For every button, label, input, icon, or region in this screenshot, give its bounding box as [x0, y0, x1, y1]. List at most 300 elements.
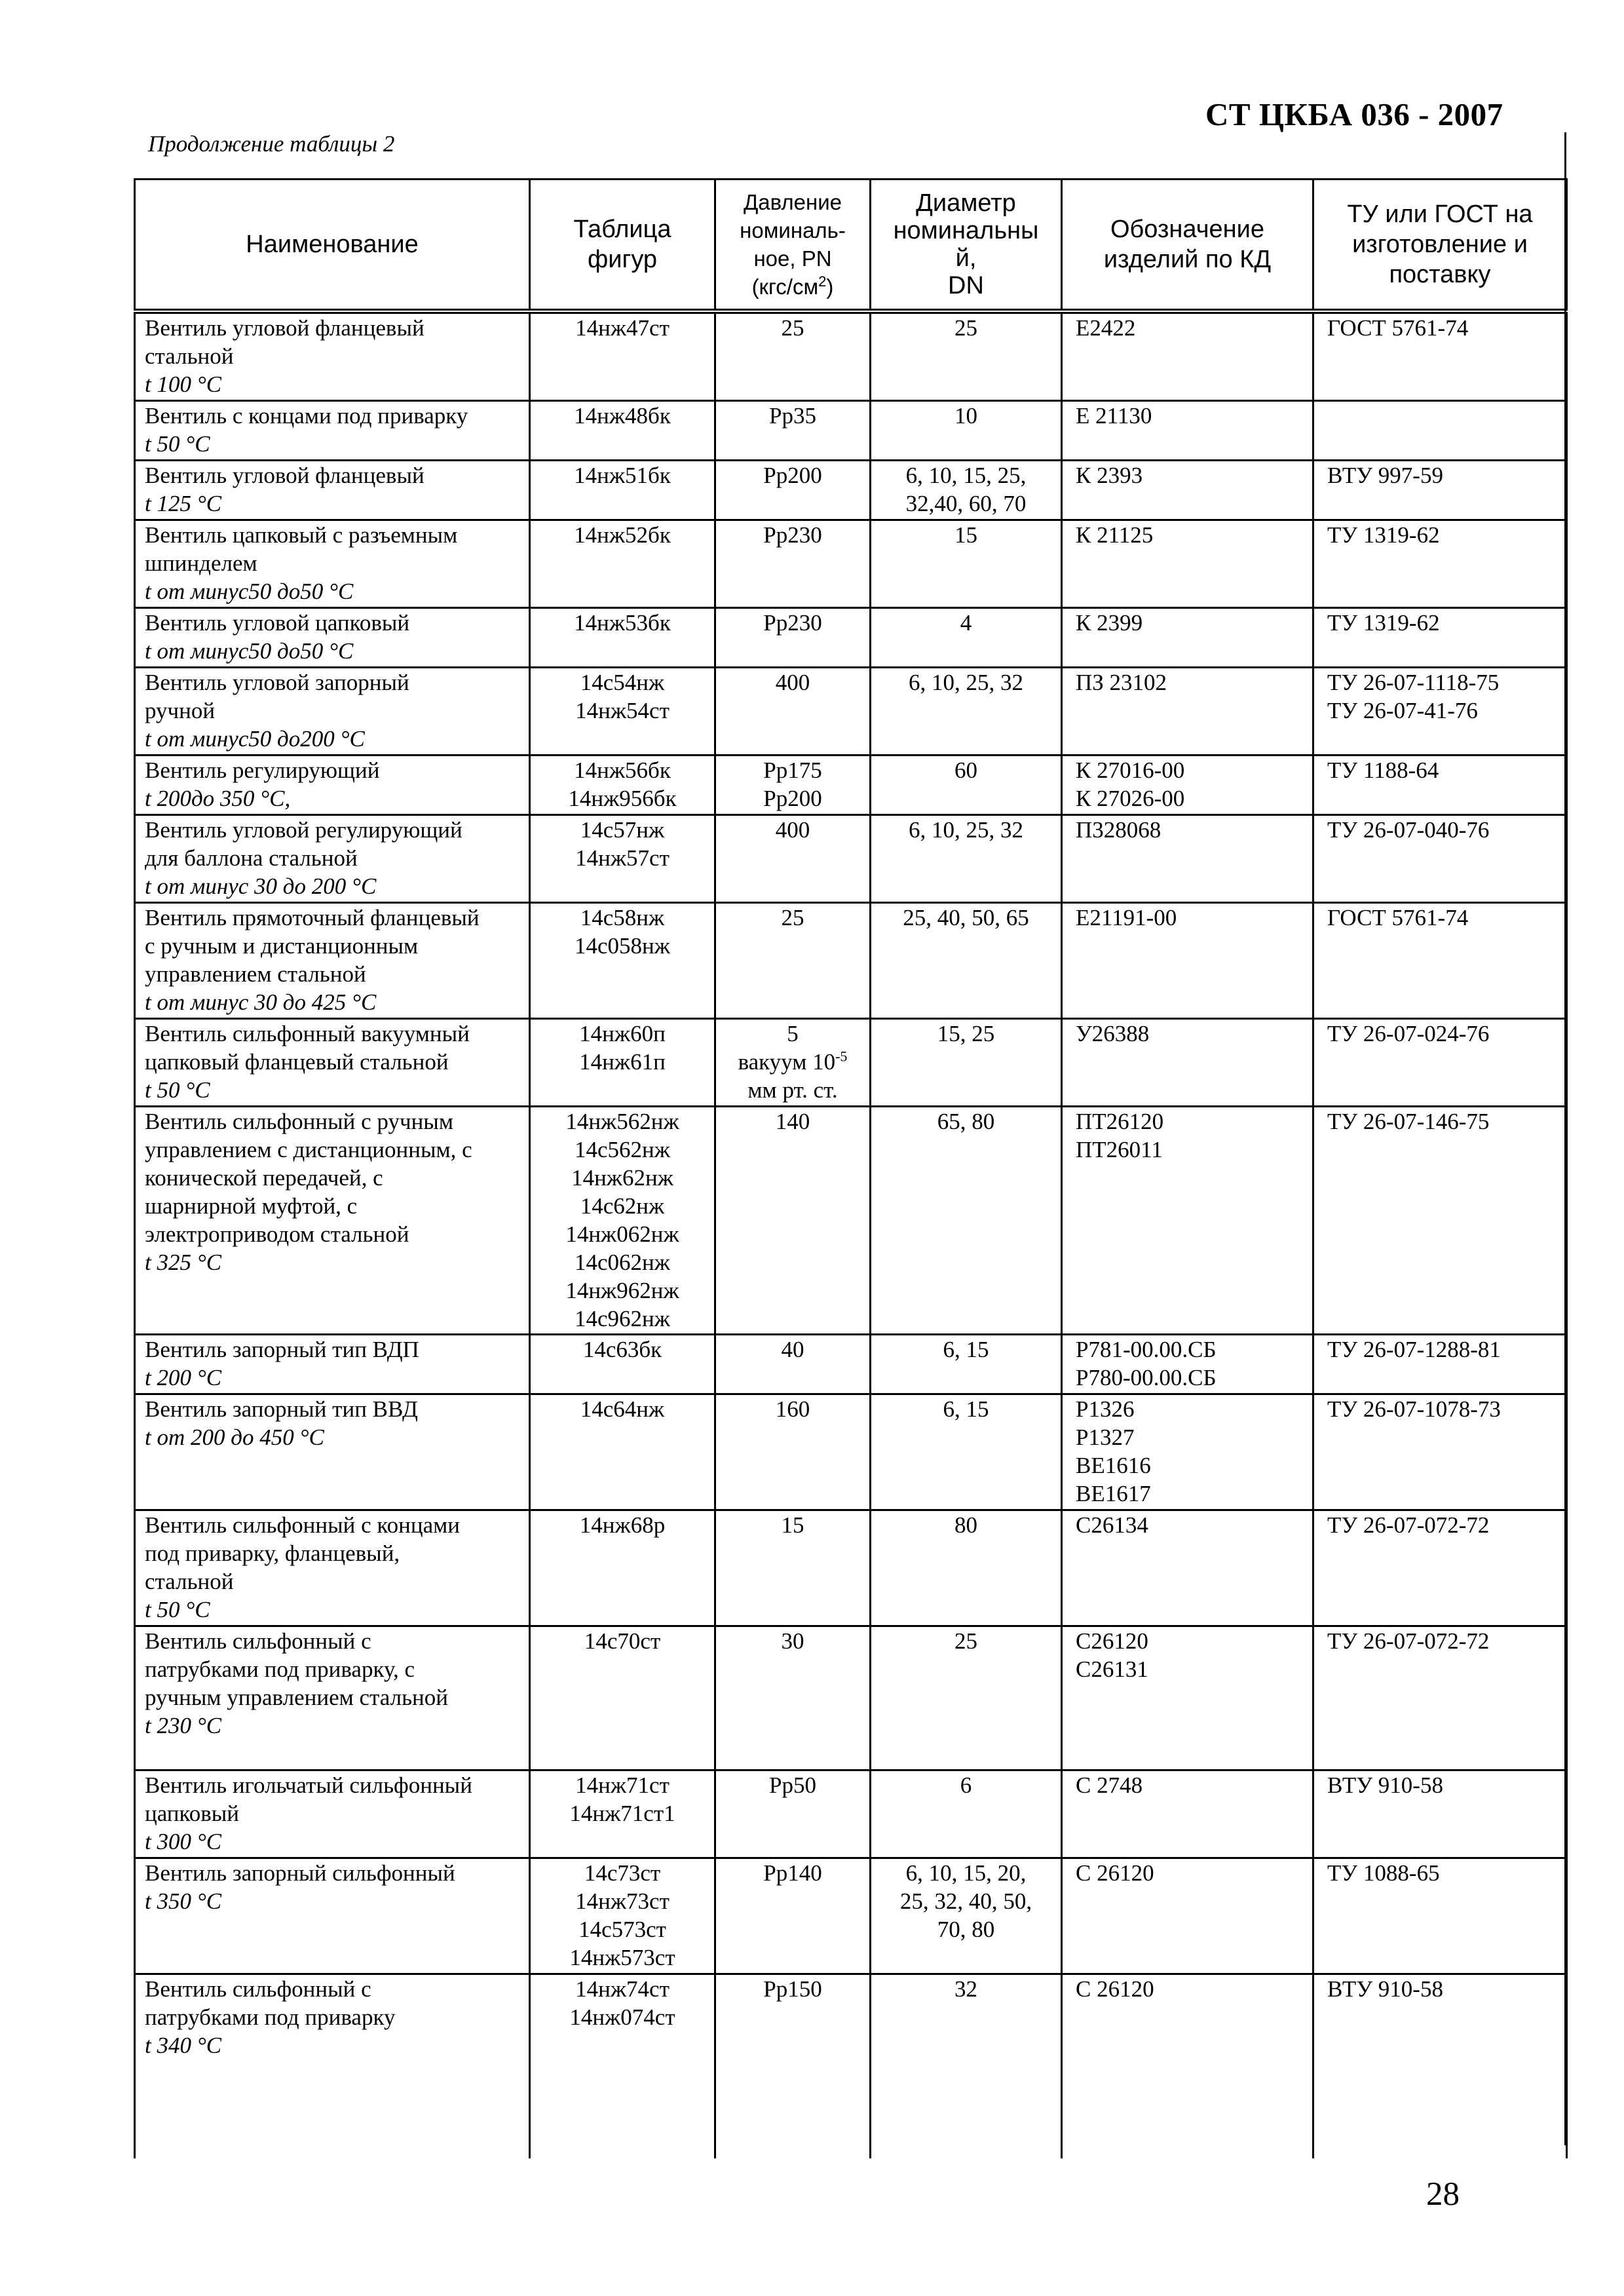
cell-figure — [530, 1770, 715, 1858]
cell-designation — [1062, 608, 1313, 668]
cell-line: шарнирной муфтой, с — [145, 1193, 358, 1219]
cell-line: 40 — [781, 1337, 804, 1362]
cell-line: ВЕ1616 — [1076, 1453, 1151, 1478]
cell-line: П328068 — [1076, 817, 1161, 843]
cell-line: Р780-00.00.СБ — [1076, 1365, 1217, 1390]
cell-pressure — [715, 1335, 871, 1394]
table-row — [135, 461, 1567, 520]
cell-standard — [1313, 1394, 1567, 1510]
cell-line: Вентиль прямоточный фланцевый — [145, 905, 480, 930]
cell-line: Вентиль регулирующий — [145, 757, 380, 783]
cell-figure — [530, 1394, 715, 1510]
valve-table — [134, 178, 1568, 2158]
cell-temperature: t от 200 до 450 °C — [145, 1425, 324, 1450]
cell-line: 14с64нж — [580, 1396, 665, 1422]
cell-pressure — [715, 608, 871, 668]
cell-line: 14с57нж — [580, 817, 665, 843]
cell-line: ТУ 26-07-1078-73 — [1327, 1396, 1501, 1422]
cell-designation — [1062, 461, 1313, 520]
cell-line: Е 21130 — [1076, 403, 1152, 429]
cell-pressure — [715, 1510, 871, 1626]
cell-diameter — [871, 756, 1062, 815]
cell-line: 400 — [775, 670, 810, 695]
cell-diameter — [871, 1510, 1062, 1626]
cell-line: 14нж68р — [579, 1512, 666, 1538]
cell-designation — [1062, 668, 1313, 756]
cell-line: 14нж062нж — [565, 1221, 679, 1247]
cell-diameter — [871, 903, 1062, 1019]
cell-standard — [1313, 756, 1567, 815]
cell-line: стальной — [145, 1569, 234, 1594]
cell-line: 14нж48бк — [574, 403, 671, 429]
cell-line: С26134 — [1076, 1512, 1148, 1538]
cell-designation — [1062, 903, 1313, 1019]
cell-temperature: t 125 °C — [145, 491, 222, 516]
cell-line: 14нж74ст — [575, 1976, 670, 2002]
cell-designation — [1062, 1510, 1313, 1626]
cell-designation — [1062, 1335, 1313, 1394]
cell-designation — [1062, 401, 1313, 461]
cell-line: ТУ 26-07-072-72 — [1327, 1628, 1490, 1654]
cell-temperature: t от минус 30 до 425 °C — [145, 989, 377, 1015]
cell-pressure — [715, 1974, 871, 2159]
column-header-diameter: Диаметр номинальны й, DN — [871, 180, 1062, 312]
cell-designation — [1062, 311, 1313, 401]
column-header-pressure: Давление номиналь- ное, PN $(кгс/см^2)$ — [715, 180, 871, 312]
cell-line: 4 — [960, 610, 972, 636]
table-header-row — [135, 180, 1567, 312]
cell-line: ТУ 1319-62 — [1327, 522, 1440, 548]
cell-line: 14с54нж — [580, 670, 665, 695]
table-row — [135, 1510, 1567, 1626]
cell-line: ТУ 1188-64 — [1327, 757, 1439, 783]
cell-line: конической передачей, с — [145, 1165, 383, 1191]
cell-line: 14с562нж — [575, 1137, 670, 1162]
cell-line: ТУ 26-07-024-76 — [1327, 1021, 1490, 1046]
cell-figure — [530, 520, 715, 608]
cell-line: 25, 32, 40, 50, — [899, 1888, 1032, 1914]
cell-line: Рр35 — [769, 403, 816, 429]
cell-figure — [530, 756, 715, 815]
cell-line: 30 — [781, 1628, 804, 1654]
cell-line: 6, 15 — [943, 1396, 989, 1422]
cell-line: 60 — [954, 757, 977, 783]
table-row — [135, 401, 1567, 461]
cell-temperature: t 300 °C — [145, 1829, 222, 1854]
cell-pressure — [715, 1107, 871, 1335]
cell-diameter — [871, 815, 1062, 903]
cell-line: Вентиль сильфонный с — [145, 1628, 371, 1654]
cell-temperature: t 50 °C — [145, 431, 210, 457]
cell-figure — [530, 1974, 715, 2159]
cell-temperature: t 325 °C — [145, 1250, 222, 1275]
cell-line: К 21125 — [1076, 522, 1154, 548]
cell-line: Рр200 — [763, 463, 822, 488]
cell-line: ВТУ 910-58 — [1327, 1772, 1443, 1798]
cell-line: 14нж71ст1 — [569, 1801, 675, 1826]
cell-line: 6 — [960, 1772, 972, 1798]
table-row — [135, 1394, 1567, 1510]
cell-line: 14нж52бк — [574, 522, 671, 548]
cell-pressure — [715, 1858, 871, 1974]
cell-line: 14нж73ст — [575, 1888, 670, 1914]
table-row — [135, 815, 1567, 903]
table-row — [135, 311, 1567, 401]
cell-line: под приварку, фланцевый, — [145, 1540, 400, 1566]
table-row — [135, 1335, 1567, 1394]
cell-line: К 2399 — [1076, 610, 1143, 636]
cell-line: 14нж71ст — [575, 1772, 670, 1798]
cell-line: 6, 10, 15, 25, — [905, 463, 1027, 488]
cell-designation — [1062, 1107, 1313, 1335]
cell-line: 15 — [781, 1512, 804, 1538]
table-row — [135, 1858, 1567, 1974]
cell-name — [135, 903, 530, 1019]
cell-line: 25 — [954, 315, 977, 341]
cell-line: 25 — [781, 905, 804, 930]
cell-line: 25, 40, 50, 65 — [903, 905, 1029, 930]
cell-line: 80 — [954, 1512, 977, 1538]
cell-line: Рр150 — [763, 1976, 822, 2002]
cell-diameter — [871, 1335, 1062, 1394]
cell-standard — [1313, 1019, 1567, 1107]
cell-line: 70, 80 — [937, 1917, 995, 1942]
cell-line: ПТ26011 — [1076, 1137, 1163, 1162]
cell-designation — [1062, 1019, 1313, 1107]
cell-temperature: t 230 °C — [145, 1713, 222, 1738]
cell-standard — [1313, 1510, 1567, 1626]
cell-line: ТУ 26-07-1118-75 — [1327, 670, 1500, 695]
cell-line: Вентиль с концами под приварку — [145, 403, 468, 429]
cell-line: 140 — [775, 1109, 810, 1134]
cell-line: 14с70ст — [584, 1628, 661, 1654]
table-row — [135, 520, 1567, 608]
cell-line: 160 — [775, 1396, 810, 1422]
cell-name — [135, 520, 530, 608]
cell-line: ТУ 26-07-1288-81 — [1327, 1337, 1501, 1362]
cell-line: 14с573ст — [578, 1917, 666, 1942]
table-row — [135, 1974, 1567, 2159]
cell-name — [135, 1019, 530, 1107]
cell-designation — [1062, 1626, 1313, 1770]
cell-pressure — [715, 461, 871, 520]
cell-line: К 27016-00 — [1076, 757, 1185, 783]
cell-line: Р1327 — [1076, 1425, 1135, 1450]
cell-line: Вентиль угловой фланцевый — [145, 315, 425, 341]
cell-line: 14нж51бк — [574, 463, 671, 488]
cell-line: шпинделем — [145, 550, 257, 576]
table-row — [135, 1019, 1567, 1107]
cell-standard — [1313, 903, 1567, 1019]
cell-line: С 26120 — [1076, 1976, 1154, 2002]
cell-line: 14с58нж — [580, 905, 665, 930]
cell-standard — [1313, 668, 1567, 756]
cell-figure — [530, 608, 715, 668]
cell-designation — [1062, 815, 1313, 903]
cell-designation — [1062, 1394, 1313, 1510]
cell-pressure — [715, 756, 871, 815]
cell-name — [135, 1770, 530, 1858]
cell-vacuum-unit: мм рт. ст. — [747, 1077, 838, 1103]
cell-line: Е21191-00 — [1076, 905, 1177, 930]
cell-diameter — [871, 1107, 1062, 1335]
cell-line: С26120 — [1076, 1628, 1148, 1654]
cell-name — [135, 1858, 530, 1974]
cell-line: 14нж53бк — [574, 610, 671, 636]
cell-figure — [530, 668, 715, 756]
cell-line: 32,40, 60, 70 — [905, 491, 1027, 516]
cell-standard — [1313, 1335, 1567, 1394]
cell-line: ВТУ 997-59 — [1327, 463, 1443, 488]
cell-line: Вентиль игольчатый сильфонный — [145, 1772, 472, 1798]
cell-figure — [530, 1510, 715, 1626]
cell-line: Рр230 — [763, 522, 822, 548]
cell-vacuum: вакуум $10^{-5}$ — [738, 1048, 848, 1075]
cell-line: 15 — [954, 522, 977, 548]
cell-line: ТУ 1319-62 — [1327, 610, 1440, 636]
cell-name — [135, 1335, 530, 1394]
cell-line: Вентиль запорный сильфонный — [145, 1860, 455, 1886]
cell-line: 14с73ст — [584, 1860, 661, 1886]
cell-pressure — [715, 1626, 871, 1770]
cell-pressure — [715, 1019, 871, 1107]
cell-designation — [1062, 1770, 1313, 1858]
table-body — [135, 311, 1567, 2158]
cell-line: Вентиль угловой регулирующий — [145, 817, 463, 843]
cell-line: Рр140 — [763, 1860, 822, 1886]
cell-line: ГОСТ 5761-74 — [1327, 905, 1469, 930]
cell-line: 14с058нж — [575, 933, 670, 959]
cell-designation — [1062, 756, 1313, 815]
cell-pressure — [715, 401, 871, 461]
cell-figure — [530, 401, 715, 461]
cell-line: патрубками под приварку, с — [145, 1656, 415, 1682]
cell-line: 14нж56бк — [574, 757, 671, 783]
column-header-designation: Обозначение изделий по КД — [1062, 180, 1313, 312]
cell-designation — [1062, 1858, 1313, 1974]
cell-line: управлением стальной — [145, 961, 366, 987]
cell-name — [135, 1510, 530, 1626]
cell-line: 14с062нж — [575, 1250, 670, 1275]
cell-line: 14с962нж — [575, 1306, 670, 1331]
table-row — [135, 756, 1567, 815]
table-row — [135, 1626, 1567, 1770]
cell-line: 14нж074ст — [569, 2004, 675, 2030]
cell-line: 14с62нж — [580, 1193, 665, 1219]
cell-line: Вентиль сильфонный вакуумный — [145, 1021, 470, 1046]
cell-name — [135, 1107, 530, 1335]
cell-standard — [1313, 1107, 1567, 1335]
cell-figure — [530, 1858, 715, 1974]
cell-line: Вентиль сильфонный с — [145, 1976, 371, 2002]
cell-line: Вентиль запорный тип ВДП — [145, 1337, 419, 1362]
cell-line: Рр230 — [763, 610, 822, 636]
column-header-name: Наименование — [135, 180, 530, 312]
cell-line: С 26120 — [1076, 1860, 1154, 1886]
cell-figure — [530, 1107, 715, 1335]
cell-line: 65, 80 — [937, 1109, 995, 1134]
cell-line: ВТУ 910-58 — [1327, 1976, 1443, 2002]
cell-designation — [1062, 1974, 1313, 2159]
cell-temperature: t от минус50 до50 °C — [145, 638, 354, 664]
cell-pressure — [715, 815, 871, 903]
cell-pressure — [715, 520, 871, 608]
cell-temperature: t 200 °C — [145, 1365, 222, 1390]
cell-pressure — [715, 668, 871, 756]
cell-line: 14нж573ст — [569, 1945, 675, 1970]
cell-name — [135, 311, 530, 401]
cell-line: ПТ26120 — [1076, 1109, 1164, 1134]
cell-line: 14нж54ст — [575, 698, 670, 723]
cell-line: стальной — [145, 343, 234, 369]
cell-diameter — [871, 1770, 1062, 1858]
cell-line: 14нж956бк — [568, 786, 677, 811]
cell-line: ВЕ1617 — [1076, 1481, 1151, 1506]
cell-line: ГОСТ 5761-74 — [1327, 315, 1469, 341]
table-row — [135, 668, 1567, 756]
cell-line: Рр200 — [763, 786, 822, 811]
cell-line: 6, 10, 25, 32 — [909, 817, 1023, 843]
cell-standard — [1313, 461, 1567, 520]
cell-line: Вентиль запорный тип ВВД — [145, 1396, 418, 1422]
cell-line: ПЗ 23102 — [1076, 670, 1167, 695]
table-row — [135, 608, 1567, 668]
cell-line: ТУ 26-07-41-76 — [1327, 698, 1478, 723]
cell-line: 14с63бк — [582, 1337, 662, 1362]
cell-line: управлением с дистанционным, с — [145, 1137, 472, 1162]
cell-line: Вентиль сильфонный с концами — [145, 1512, 461, 1538]
cell-diameter — [871, 608, 1062, 668]
document-code: СТ ЦКБА 036 - 2007 — [1205, 96, 1503, 132]
cell-line: 14нж57ст — [575, 845, 670, 871]
cell-figure — [530, 903, 715, 1019]
cell-line: ТУ 1088-65 — [1327, 1860, 1440, 1886]
cell-name — [135, 1626, 530, 1770]
cell-figure — [530, 1335, 715, 1394]
cell-line: Вентиль сильфонный с ручным — [145, 1109, 453, 1134]
cell-line: Р1326 — [1076, 1396, 1135, 1422]
cell-line: Рр50 — [769, 1772, 816, 1798]
cell-line: 25 — [954, 1628, 977, 1654]
cell-diameter — [871, 1626, 1062, 1770]
table-continuation-caption: Продолжение таблицы 2 — [148, 131, 395, 157]
cell-standard — [1313, 401, 1567, 461]
cell-line: ТУ 26-07-072-72 — [1327, 1512, 1490, 1538]
cell-diameter — [871, 1974, 1062, 2159]
cell-temperature: t 50 °C — [145, 1597, 210, 1622]
cell-name — [135, 401, 530, 461]
page-number: 28 — [1426, 2176, 1460, 2213]
cell-line: У26388 — [1076, 1021, 1150, 1046]
cell-standard — [1313, 1770, 1567, 1858]
cell-line: электроприводом стальной — [145, 1221, 409, 1247]
table-row — [135, 1107, 1567, 1335]
column-header-standard: ТУ или ГОСТ на изготовление и поставку — [1313, 180, 1567, 312]
cell-line: Вентиль угловой запорный — [145, 670, 409, 695]
cell-line: 14нж60п — [579, 1021, 666, 1046]
cell-line: цапковый фланцевый стальной — [145, 1049, 449, 1075]
cell-pressure — [715, 903, 871, 1019]
cell-name — [135, 1974, 530, 2159]
cell-standard — [1313, 815, 1567, 903]
cell-figure — [530, 1626, 715, 1770]
cell-standard — [1313, 1974, 1567, 2159]
cell-line: 5 — [787, 1021, 799, 1046]
cell-line: К 2393 — [1076, 463, 1143, 488]
cell-standard — [1313, 1858, 1567, 1974]
cell-standard — [1313, 311, 1567, 401]
cell-line: К 27026-00 — [1076, 786, 1185, 811]
cell-line: 32 — [954, 1976, 977, 2002]
cell-figure — [530, 815, 715, 903]
cell-standard — [1313, 1626, 1567, 1770]
cell-name — [135, 756, 530, 815]
cell-line: 14нж61п — [579, 1049, 666, 1075]
column-header-figure-table: Таблица фигур — [530, 180, 715, 312]
cell-standard — [1313, 520, 1567, 608]
cell-temperature: t от минус50 до50 °C — [145, 579, 354, 604]
cell-name — [135, 815, 530, 903]
table-row — [135, 903, 1567, 1019]
cell-diameter — [871, 311, 1062, 401]
cell-temperature: t 100 °C — [145, 372, 222, 397]
cell-line: 14нж47ст — [575, 315, 670, 341]
cell-line: С 2748 — [1076, 1772, 1143, 1798]
cell-pressure — [715, 311, 871, 401]
cell-temperature: t 340 °C — [145, 2033, 222, 2058]
cell-diameter — [871, 668, 1062, 756]
cell-line: 15, 25 — [937, 1021, 995, 1046]
cell-diameter — [871, 401, 1062, 461]
cell-line: 25 — [781, 315, 804, 341]
cell-line: 14нж62нж — [571, 1165, 673, 1191]
cell-line: ручным управлением стальной — [145, 1685, 448, 1710]
cell-diameter — [871, 1858, 1062, 1974]
cell-temperature: t 350 °C — [145, 1888, 222, 1914]
cell-name — [135, 668, 530, 756]
cell-line: Е2422 — [1076, 315, 1136, 341]
cell-name — [135, 608, 530, 668]
cell-line: для баллона стальной — [145, 845, 358, 871]
cell-name — [135, 1394, 530, 1510]
cell-pressure — [715, 1770, 871, 1858]
cell-line: ручной — [145, 698, 216, 723]
cell-diameter — [871, 461, 1062, 520]
cell-temperature: t 200до 350 °C, — [145, 786, 291, 811]
cell-diameter — [871, 520, 1062, 608]
cell-line: ТУ 26-07-040-76 — [1327, 817, 1490, 843]
cell-line: 400 — [775, 817, 810, 843]
cell-line: Вентиль угловой фланцевый — [145, 463, 425, 488]
cell-line: 14нж962нж — [565, 1278, 679, 1303]
cell-temperature: t от минус50 до200 °C — [145, 726, 365, 752]
cell-line: 10 — [954, 403, 977, 429]
cell-diameter — [871, 1394, 1062, 1510]
cell-figure — [530, 311, 715, 401]
cell-line: 6, 15 — [943, 1337, 989, 1362]
cell-line: С26131 — [1076, 1656, 1148, 1682]
cell-line: 6, 10, 25, 32 — [909, 670, 1023, 695]
cell-figure — [530, 1019, 715, 1107]
cell-line: 6, 10, 15, 20, — [905, 1860, 1027, 1886]
cell-name — [135, 461, 530, 520]
cell-line: 14нж562нж — [565, 1109, 679, 1134]
cell-line: Вентиль угловой цапковый — [145, 610, 410, 636]
cell-line: Рр175 — [763, 757, 822, 783]
cell-standard — [1313, 608, 1567, 668]
cell-pressure — [715, 1394, 871, 1510]
cell-temperature: t 50 °C — [145, 1077, 210, 1103]
